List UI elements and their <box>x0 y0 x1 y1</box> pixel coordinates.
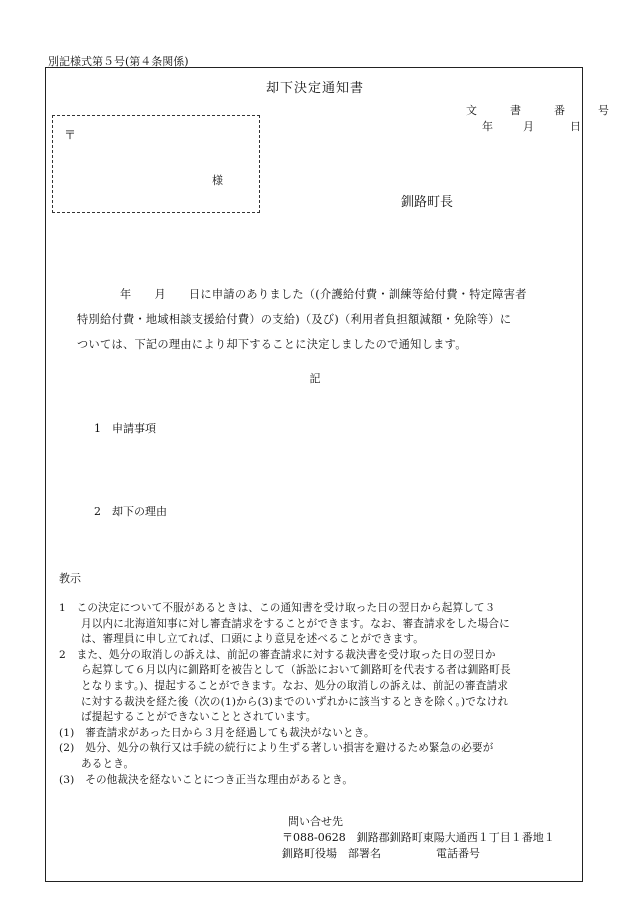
date-line <box>482 118 581 134</box>
note-line: に対する裁決を経た後（次の(1)から(3)までのいずれかに該当するときを除く。)でなけれ <box>81 695 509 708</box>
doc-number-label: 文 書 番 号 <box>466 104 620 117</box>
date-year: 年 <box>482 120 493 133</box>
note-line: あるとき。 <box>81 758 135 770</box>
note-line: ば提起することができないこととされています。 <box>81 711 317 724</box>
date-month: 月 <box>523 120 534 133</box>
contact-office: 釧路町役場 部署名 電話番号 <box>282 847 480 860</box>
note-line: ら起算して６月以内に釧路町を被告として（訴訟において釧路町を代表する者は釧路町長 <box>81 664 511 677</box>
note-line: となります。)、提起することができます。なお、処分の取消しの訴えは、前記の審査請求 <box>81 680 509 692</box>
postal-mark: 〒 <box>64 128 77 142</box>
note-line: (3) その他裁決を経ないことにつき正当な理由があるとき。 <box>59 773 354 786</box>
ki-heading: 記 <box>309 372 321 385</box>
recipient-address-box <box>52 115 260 213</box>
note-line: 月以内に北海道知事に対し審査請求をすることができます。なお、審査請求をした場合に <box>81 617 510 630</box>
body-line-3: ついては、下記の理由により却下することに決定しましたので通知します。 <box>77 338 467 351</box>
body-line-1: 年 月 日に申請のありました（(介護給付費・訓練等給付費・特定障害者 <box>120 288 527 301</box>
contact-heading: 問い合せ先 <box>288 815 343 828</box>
form-label: 別記様式第５号(第４条関係) <box>48 55 189 68</box>
contact-address: 〒088-0628 釧路郡釧路町東陽大通西１丁目１番地１ <box>282 831 555 844</box>
note-line: 1 この決定について不服があるときは、この通知書を受け取った日の翌日から起算して３ <box>59 602 496 614</box>
sender-name: 釧路町長 <box>401 195 454 210</box>
note-line: (1) 審査請求があった日から３月を経過しても裁決がないとき。 <box>59 726 375 739</box>
note-line: は、審理員に申し立てれば、口頭により意見を述べることができます。 <box>81 633 424 646</box>
document-title: 却下決定通知書 <box>265 81 364 96</box>
note-line: (2) 処分、処分の執行又は手続の続行により生ずる著しい損害を避けるため緊急の必要が <box>59 742 494 755</box>
body-line-2: 特別給付費・地域相談支援給付費）の支給)（及び)（利用者負担額減額・免除等）に <box>77 313 512 326</box>
note-line: 2 また、処分の取消しの訴えは、前記の審査請求に対する裁決書を受け取った日の翌日か <box>59 648 496 661</box>
date-day: 日 <box>570 120 581 133</box>
item-rejection-reason: 2 却下の理由 <box>94 505 167 518</box>
item-application-matter: 1 申請事項 <box>94 422 156 435</box>
recipient-honorific: 様 <box>212 174 223 187</box>
kyoji-heading: 教示 <box>59 572 81 585</box>
